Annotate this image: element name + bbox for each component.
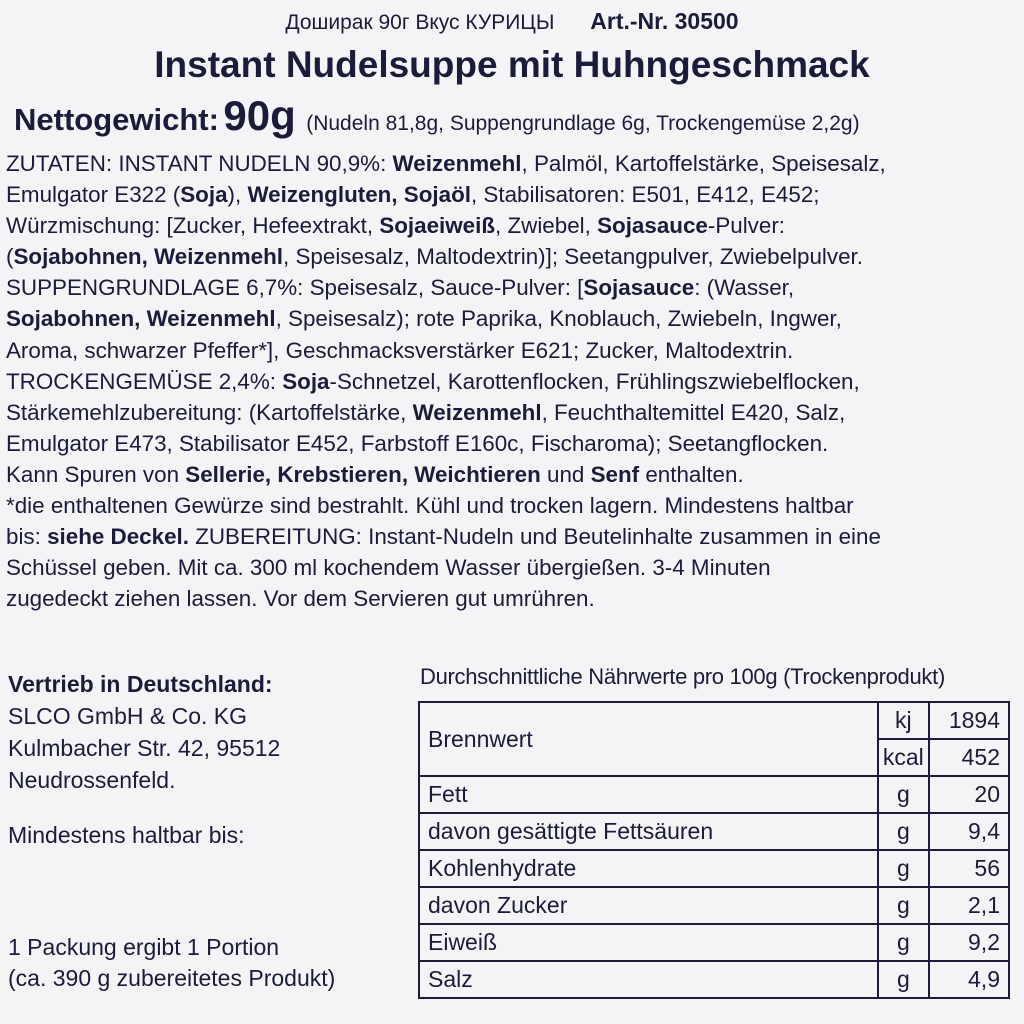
portion-line-2: (ca. 390 g zubereitetes Produkt): [8, 965, 336, 991]
ingredients-line: [6, 272, 1020, 303]
nutrient-unit: g: [878, 813, 929, 850]
energy-label: Brennwert: [419, 702, 878, 776]
net-weight-line: [14, 92, 860, 140]
allergen-span: Soja: [180, 182, 228, 208]
nutrient-unit: g: [878, 887, 929, 924]
text-span: ZUBEREITUNG: Instant-Nudeln und Beutelinhalte zusammen in eine: [188, 524, 881, 550]
allergen-span: Soja: [282, 368, 330, 394]
net-weight-detail: (Nudeln 81,8g, Suppengrundlage 6g, Trockengemüse 2,2g): [306, 112, 860, 135]
text-span: zugedeckt ziehen lassen. Vor dem Servieren gut umrühren.: [6, 586, 595, 612]
header-top-line: [0, 8, 1024, 35]
nutrient-name: Fett: [419, 776, 878, 813]
distributor-heading: Vertrieb in Deutschland:: [8, 671, 273, 697]
table-row: [419, 961, 1009, 998]
nutrient-name: Kohlenhydrate: [419, 850, 878, 887]
ingredients-line: [6, 459, 1020, 490]
ingredients-line: [6, 179, 1020, 210]
product-title: Instant Nudelsuppe mit Huhngeschmack: [154, 44, 870, 85]
allergen-span: Sojabohnen, Weizenmehl: [13, 244, 284, 270]
text-span: Würzmischung: [Zucker, Hefeextrakt,: [6, 213, 380, 239]
text-span: -Schnetzel, Karottenflocken, Frühlingszwiebelflocken,: [329, 368, 860, 394]
text-span: , Speisesalz); rote Paprika, Knoblauch, Zwiebeln, Ingwer,: [275, 306, 842, 332]
best-before-label: Mindestens haltbar bis:: [8, 822, 245, 848]
ingredients-line: [6, 335, 1020, 366]
portion-line-1: 1 Packung ergibt 1 Portion: [8, 934, 280, 960]
allergen-span: Sojaeiweiß: [379, 213, 496, 239]
ingredients-line: [6, 428, 1020, 459]
nutrition-table: [418, 701, 1010, 999]
nutrient-value: 20: [929, 776, 1009, 813]
nutrient-name: davon gesättigte Fettsäuren: [419, 813, 878, 850]
emphasis-span: siehe Deckel.: [47, 524, 189, 550]
net-weight-value: 90g: [223, 92, 296, 139]
portion-info: [8, 932, 335, 994]
distributor-company: SLCO GmbH & Co. KG: [8, 703, 248, 729]
nutrient-value: 9,4: [929, 813, 1009, 850]
energy-kcal-unit: kcal: [878, 739, 929, 776]
nutrient-value: 4,9: [929, 961, 1009, 998]
nutrient-unit: g: [878, 961, 929, 998]
text-span: SUPPENGRUNDLAGE 6,7%: Speisesalz, Sauce-Pulver: [: [6, 275, 584, 301]
distributor-street: Kulmbacher Str. 42, 95512: [8, 735, 281, 761]
nutrient-unit: g: [878, 924, 929, 961]
text-span: , Feuchthaltemittel E420, Salz,: [541, 399, 846, 425]
text-span: bis:: [6, 524, 48, 550]
ingredients-line: [6, 552, 1020, 583]
nutrient-name: Salz: [419, 961, 878, 998]
ingredients-line: [6, 490, 1020, 521]
allergen-span: Sojasauce: [597, 213, 708, 239]
table-row: [419, 813, 1009, 850]
nutrient-value: 9,2: [929, 924, 1009, 961]
text-span: ZUTATEN: INSTANT NUDELN 90,9%:: [6, 151, 393, 176]
table-row: [419, 887, 1009, 924]
text-span: : (Wasser,: [694, 275, 795, 301]
table-row: [419, 850, 1009, 887]
ingredients-line: [6, 148, 1020, 179]
allergen-span: Weizengluten, Sojaöl: [247, 182, 471, 208]
allergen-span: Sojabohnen, Weizenmehl: [6, 306, 276, 332]
ingredients-line: [6, 210, 1020, 241]
ingredients-line: [6, 521, 1020, 552]
ingredients-line: [6, 241, 1020, 272]
text-span: *die enthaltenen Gewürze sind bestrahlt. Kühl und trocken lagern. Mindestens haltbar: [6, 493, 854, 519]
text-span: , Zwiebel,: [495, 213, 598, 239]
text-span: (: [6, 244, 14, 270]
text-span: und: [540, 461, 591, 487]
allergen-span: Sojasauce: [583, 275, 695, 301]
text-span: ),: [227, 182, 248, 208]
nutrient-value: 56: [929, 850, 1009, 887]
distributor-city: Neudrossenfeld.: [8, 767, 176, 793]
allergen-span: Sellerie, Krebstieren, Weichtieren: [185, 461, 541, 487]
article-number: Art.-Nr. 30500: [590, 8, 739, 34]
text-span: enthalten.: [639, 461, 744, 487]
text-span: Aroma, schwarzer Pfeffer*], Geschmacksverstärker E621; Zucker, Maltodextrin.: [6, 337, 794, 363]
text-span: , Stabilisatoren: E501, E412, E452;: [470, 182, 820, 208]
text-span: Kann Spuren von: [6, 461, 186, 487]
nutrition-title: Durchschnittliche Nährwerte pro 100g (Trockenprodukt): [420, 664, 945, 689]
ingredients-line: [6, 366, 1020, 397]
nutrient-unit: g: [878, 776, 929, 813]
text-span: Emulgator E322 (: [6, 182, 181, 208]
nutrient-unit: g: [878, 850, 929, 887]
nutrient-name: davon Zucker: [419, 887, 878, 924]
text-span: Emulgator E473, Stabilisator E452, Farbstoff E160c, Fischaroma); Seetangflocken.: [6, 430, 829, 456]
text-span: Stärkemehlzubereitung: (Kartoffelstärke,: [6, 399, 413, 425]
ingredients-line: [6, 303, 1020, 334]
ingredients-line: [6, 397, 1020, 428]
table-row: [419, 776, 1009, 813]
text-span: , Speisesalz, Maltodextrin)]; Seetangpulver, Zwiebelpulver.: [283, 244, 864, 270]
ingredients-text: [6, 148, 1020, 614]
text-span: -Pulver:: [707, 213, 786, 239]
distributor-block: [8, 668, 280, 796]
net-weight-label: Nettogewicht:: [14, 102, 219, 137]
nutrient-name: Eiweiß: [419, 924, 878, 961]
energy-kcal-value: 452: [929, 739, 1009, 776]
ingredients-line: [6, 583, 1020, 614]
energy-kj-unit: kj: [878, 702, 929, 739]
table-row: [419, 702, 1009, 739]
nutrient-value: 2,1: [929, 887, 1009, 924]
energy-kj-value: 1894: [929, 702, 1009, 739]
allergen-span: Weizenmehl: [392, 151, 522, 176]
allergen-span: Weizenmehl: [412, 399, 542, 425]
table-row: [419, 924, 1009, 961]
text-span: Schüssel geben. Mit ca. 300 ml kochendem Wasser übergießen. 3-4 Minuten: [6, 555, 771, 581]
text-span: , Palmöl, Kartoffelstärke, Speisesalz,: [521, 151, 886, 176]
russian-product-line: Доширак 90г Вкус КУРИЦЫ: [285, 11, 555, 34]
text-span: TROCKENGEMÜSE 2,4%:: [6, 368, 283, 394]
allergen-span: Senf: [590, 461, 640, 487]
